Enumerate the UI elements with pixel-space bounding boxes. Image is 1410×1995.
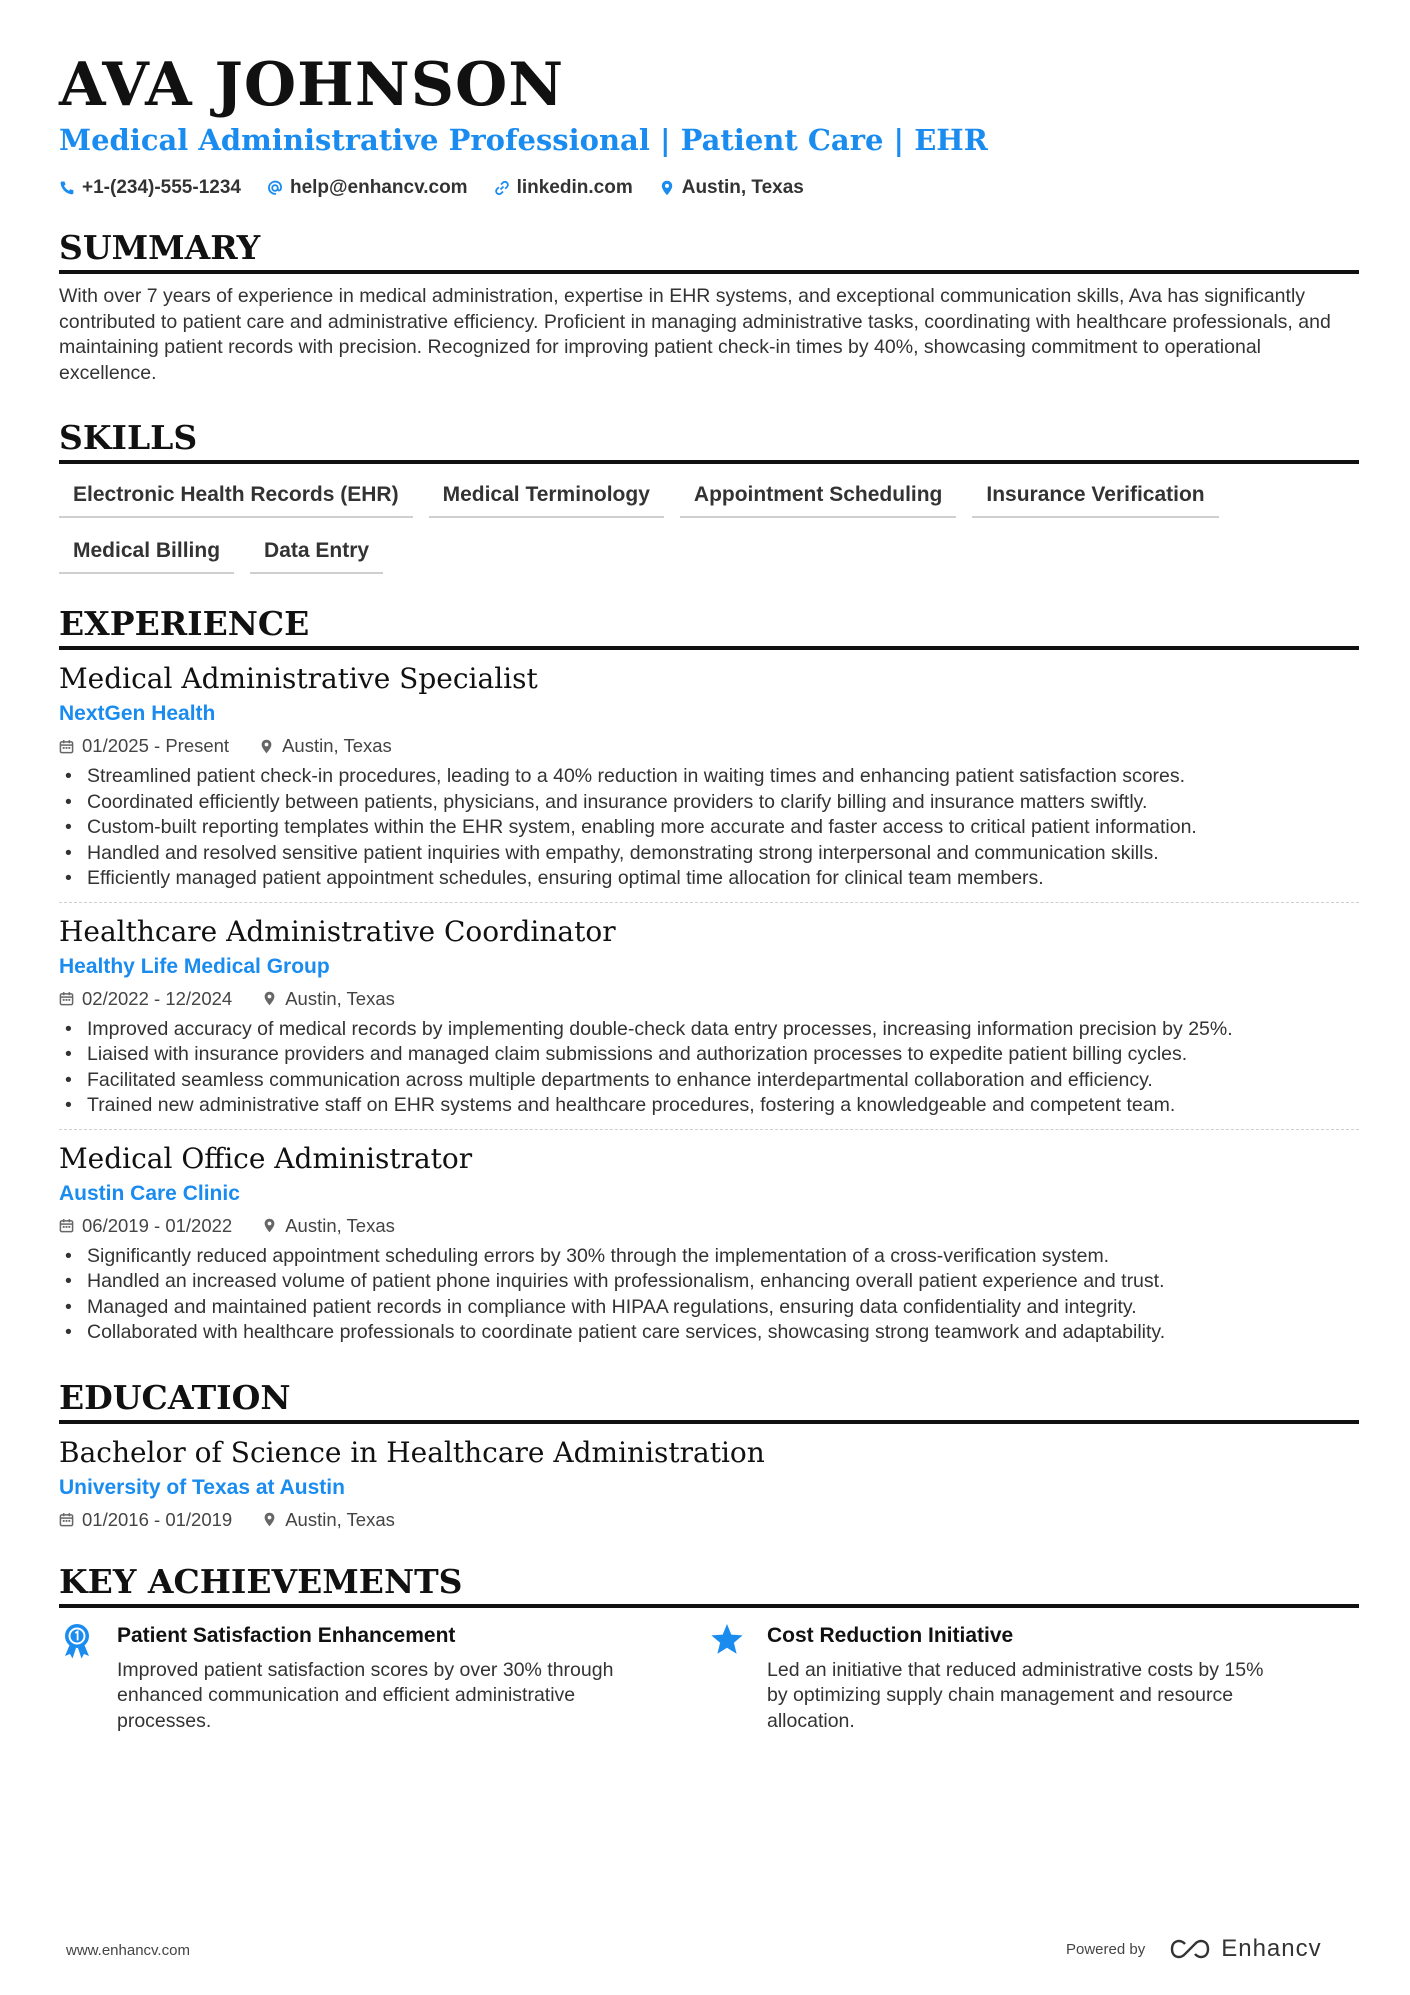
summary-heading: SUMMARY	[59, 228, 1359, 274]
contact-phone-text: +1-(234)-555-1234	[82, 177, 241, 198]
achievement-icon-wrap	[59, 1622, 99, 1735]
bullet-item: • Liaised with insurance providers and managed claim submissions and authorization processes to expedite patient billing cycles.	[59, 1042, 1359, 1068]
bullet-item: • Handled and resolved sensitive patient inquiries with empathy, demonstrating strong interpersonal and communication skills.	[59, 841, 1359, 867]
calendar-icon	[59, 739, 74, 754]
bullet-item: • Streamlined patient check-in procedures, leading to a 40% reduction in waiting times and enhancing patient satisfaction scores.	[59, 764, 1359, 790]
bullet-item: • Significantly reduced appointment scheduling errors by 30% through the implementation of a cross-verification system.	[59, 1244, 1359, 1270]
job-dates-text: 06/2019 - 01/2022	[82, 1214, 233, 1236]
achievements-heading: KEY ACHIEVEMENTS	[59, 1562, 1359, 1608]
job-location	[262, 987, 395, 1011]
experience-heading: EXPERIENCE	[59, 604, 1359, 650]
skill-tag: Electronic Health Records (EHR)	[59, 476, 413, 518]
calendar-icon	[59, 991, 74, 1006]
job-dates-text: 01/2025 - Present	[82, 735, 230, 756]
star-icon	[709, 1622, 745, 1660]
bullet-item: • Managed and maintained patient records in compliance with HIPAA regulations, ensuring data confidentiality and integrity.	[59, 1295, 1359, 1321]
job-location-text: Austin, Texas	[285, 987, 395, 1009]
achievement-item	[59, 1622, 709, 1735]
job-meta	[59, 734, 1359, 758]
degree-title: Bachelor of Science in Healthcare Administration	[59, 1435, 765, 1469]
job-location	[259, 734, 392, 758]
achievement-content	[767, 1622, 1287, 1735]
summary-text: With over 7 years of experience in medical administration, expertise in EHR systems, and exceptional communication skills, Ava has significantly contributed to patient care and administrative efficiency. Proficient in managing administrative tasks, coordinating with healthcare professionals, and maintaining patient records with precision. Recognized for improving patient check-in times by 40%, showcasing commitment to operational excellence.	[59, 285, 1331, 384]
contact-linkedin-text: linkedin.com	[516, 177, 633, 198]
location-icon	[659, 180, 675, 196]
location-icon	[262, 1218, 277, 1233]
achievements-section	[59, 1562, 1359, 1735]
job-meta	[59, 1214, 1359, 1238]
headline: Medical Administrative Professional | Patient Care | EHR	[59, 123, 988, 157]
at-icon	[267, 180, 283, 196]
job-location	[262, 1214, 395, 1238]
skills-heading: SKILLS	[59, 418, 1359, 464]
skills-section	[59, 418, 1359, 574]
powered-by-label: Powered by	[1066, 1940, 1146, 1958]
contact-location	[659, 176, 804, 200]
job-dates	[59, 1214, 232, 1238]
job-meta	[59, 987, 1359, 1011]
location-icon	[259, 739, 274, 754]
bullet-item: • Handled an increased volume of patient phone inquiries with professionalism, enhancing overall patient experience and trust.	[59, 1269, 1359, 1295]
brand-name: Enhancv	[1221, 1935, 1322, 1962]
job-dates	[59, 987, 232, 1011]
job-entry	[59, 1130, 1359, 1356]
contact-bar	[59, 176, 1359, 200]
job-dates-text: 02/2022 - 12/2024	[82, 987, 233, 1009]
job-bullets	[59, 1017, 1359, 1119]
summary-section	[59, 228, 1359, 386]
skill-tag: Data Entry	[250, 532, 383, 574]
experience-section	[59, 604, 1359, 1356]
achievement-title: Patient Satisfaction Enhancement	[117, 1623, 456, 1647]
calendar-icon	[59, 1512, 74, 1527]
award-ribbon-icon	[59, 1622, 95, 1660]
achievement-desc: Improved patient satisfaction scores by over 30% through enhanced communication and efficient administrative processes.	[117, 1658, 614, 1732]
bullet-item: • Efficiently managed patient appointment schedules, ensuring optimal time allocation for clinical team members.	[59, 866, 1359, 892]
job-bullets	[59, 764, 1359, 892]
job-location-text: Austin, Texas	[282, 735, 392, 756]
education-location	[262, 1508, 395, 1532]
job-entry	[59, 650, 1359, 903]
education-meta	[59, 1508, 1359, 1532]
contact-email-text: help@enhancv.com	[289, 177, 468, 198]
job-title: Medical Office Administrator	[59, 1141, 473, 1175]
contact-linkedin[interactable]	[494, 176, 633, 200]
bullet-item: • Collaborated with healthcare professionals to coordinate patient care services, showcasing strong teamwork and adaptability.	[59, 1320, 1359, 1346]
achievement-item	[709, 1622, 1359, 1735]
education-entry	[59, 1424, 1359, 1532]
skill-tag: Appointment Scheduling	[680, 476, 956, 518]
achievement-desc: Led an initiative that reduced administrative costs by 15% by optimizing supply chain management and resource allocation.	[767, 1658, 1264, 1732]
skill-tag: Insurance Verification	[972, 476, 1218, 518]
job-location-text: Austin, Texas	[285, 1214, 395, 1236]
location-icon	[262, 991, 277, 1006]
skills-list	[59, 476, 1359, 574]
brand-logo[interactable]	[1169, 1935, 1321, 1963]
achievement-icon-wrap	[709, 1622, 749, 1735]
achievement-title: Cost Reduction Initiative	[767, 1623, 1014, 1647]
education-heading: EDUCATION	[59, 1378, 1359, 1424]
contact-email[interactable]	[267, 176, 468, 200]
calendar-icon	[59, 1218, 74, 1233]
link-icon	[494, 180, 510, 196]
resume-page	[59, 50, 1359, 1734]
skill-tag: Medical Billing	[59, 532, 234, 574]
company-name: NextGen Health	[59, 702, 216, 725]
education-section	[59, 1378, 1359, 1532]
bullet-item: • Facilitated seamless communication across multiple departments to enhance interdepartmental collaboration and efficiency.	[59, 1068, 1359, 1094]
achievements-list	[59, 1622, 1359, 1735]
skill-tag: Medical Terminology	[429, 476, 664, 518]
job-dates	[59, 734, 229, 758]
enhancv-logo-icon	[1169, 1938, 1213, 1960]
job-bullets	[59, 1244, 1359, 1346]
bullet-item: • Trained new administrative staff on EHR systems and healthcare procedures, fostering a knowledgeable and competent team.	[59, 1093, 1359, 1119]
bullet-item: • Improved accuracy of medical records by implementing double-check data entry processes, increasing information precision by 25%.	[59, 1017, 1359, 1043]
phone-icon	[59, 180, 75, 196]
footer-website[interactable]: www.enhancv.com	[66, 1942, 190, 1959]
company-name: Healthy Life Medical Group	[59, 954, 330, 978]
bullet-item: • Coordinated efficiently between patients, physicians, and insurance providers to clarify billing and insurance matters swiftly.	[59, 790, 1359, 816]
bullet-item: • Custom-built reporting templates within the EHR system, enabling more accurate and faster access to critical patient information.	[59, 815, 1359, 841]
location-icon	[262, 1512, 277, 1527]
school-name: University of Texas at Austin	[59, 1475, 345, 1499]
candidate-name: AVA JOHNSON	[59, 50, 565, 120]
contact-phone[interactable]	[59, 176, 241, 200]
job-title: Medical Administrative Specialist	[59, 662, 538, 695]
education-dates	[59, 1508, 232, 1532]
education-location-text: Austin, Texas	[285, 1508, 395, 1530]
company-name: Austin Care Clinic	[59, 1181, 240, 1205]
job-title: Healthcare Administrative Coordinator	[59, 914, 616, 948]
education-dates-text: 01/2016 - 01/2019	[82, 1508, 233, 1530]
contact-location-text: Austin, Texas	[681, 177, 804, 198]
footer-branding	[1066, 1935, 1322, 1963]
achievement-content	[117, 1622, 637, 1735]
job-entry	[59, 903, 1359, 1130]
